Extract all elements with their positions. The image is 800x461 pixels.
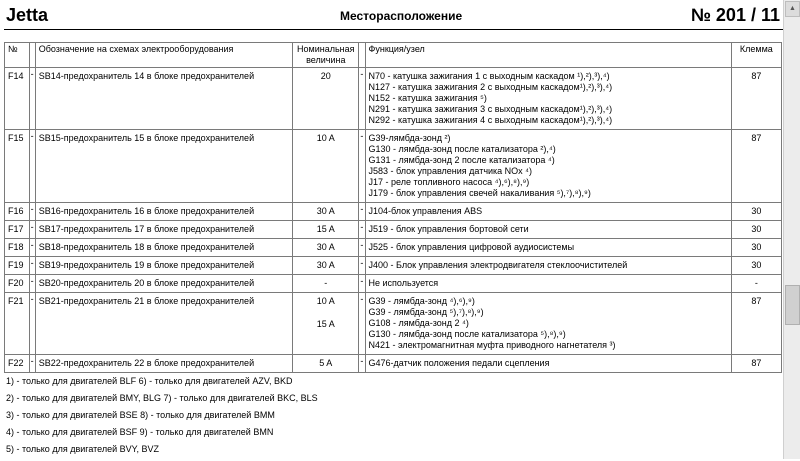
fuse-terminal: 87 [731,293,781,355]
col-header-terminal: Клемма [731,43,781,68]
fuse-designation: SB14-предохранитель 14 в блоке предохранителей [35,68,292,130]
function-line: J583 - блок управления датчика NOx ⁴) [368,166,533,176]
fuse-terminal: 30 [731,203,781,221]
function-line: N152 - катушка зажигания ⁵) [368,93,487,103]
function-line: N421 - электромагнитная муфта приводного нагнетателя ³) [368,340,616,350]
footnote: 4) - только для двигателей BSF 9) - только для двигателей BMN [6,427,274,437]
function-line: G476-датчик положения педали сцепления [368,358,550,368]
row-separator: - [359,239,365,257]
function-line: J519 - блок управления бортовой сети [368,224,529,234]
function-line: G39-лямбда-зонд ²) [368,133,451,143]
fuse-terminal: - [731,275,781,293]
row-separator: - [29,293,35,355]
footnote: 5) - только для двигателей BVY, BVZ [6,444,160,454]
fuse-rating [293,239,359,257]
fuse-number: F18 [5,239,30,257]
fuse-designation: SB16-предохранитель 16 в блоке предохранителей [35,203,292,221]
table-row [5,221,782,239]
fuse-designation: SB19-предохранитель 19 в блоке предохранителей [35,257,292,275]
table-row [5,130,782,203]
vertical-scrollbar[interactable] [783,0,800,459]
fuse-number: F22 [5,355,30,373]
fuse-rating [293,355,359,373]
fuse-designation: SB20-предохранитель 20 в блоке предохранителей [35,275,292,293]
col-header-rating: Номинальная величина [293,43,359,68]
fuse-rating-value: 15 A [316,319,335,329]
fuse-rating [293,130,359,203]
fuse-rating-value: 15 A [316,224,335,234]
fuse-function [365,275,731,293]
function-line: N292 - катушка зажигания 4 с выходным каскадом¹),²),³),⁴) [368,115,613,125]
header-divider [4,29,784,30]
fuse-terminal: 87 [731,68,781,130]
col-header-function: Функция/узел [365,43,731,68]
fuse-designation: SB17-предохранитель 17 в блоке предохранителей [35,221,292,239]
function-line: J525 - блок управления цифровой аудиосистемы [368,242,575,252]
page-header [0,0,784,30]
fuse-terminal: 30 [731,221,781,239]
fuse-rating [293,257,359,275]
function-line: J400 - Блок управления электродвигателя стеклоочистителей [368,260,628,270]
fuse-designation: SB15-предохранитель 15 в блоке предохранителей [35,130,292,203]
table-row [5,203,782,221]
row-separator: - [29,355,35,373]
fuse-rating-value: 10 A [316,296,335,306]
row-separator: - [359,257,365,275]
function-line: N70 - катушка зажигания 1 с выходным каскадом ¹),²),³),⁴) [368,71,610,81]
row-separator: - [29,130,35,203]
function-line: Не используется [368,278,439,288]
fuse-function [365,221,731,239]
row-separator: - [359,293,365,355]
row-separator: - [359,355,365,373]
fuse-rating [293,203,359,221]
fuse-function [365,239,731,257]
footnote: 1) - только для двигателей BLF 6) - только для двигателей AZV, BKD [6,376,293,386]
fuse-terminal: 30 [731,239,781,257]
footnotes [6,376,318,461]
fuse-rating-value: 10 A [316,133,335,143]
table-row [5,355,782,373]
row-separator: - [359,203,365,221]
row-separator: - [359,275,365,293]
fuse-table [4,42,782,373]
vehicle-model: Jetta [6,5,49,25]
fuse-number: F14 [5,68,30,130]
row-separator: - [29,257,35,275]
fuse-rating [293,275,359,293]
scrollbar-thumb[interactable] [785,285,800,325]
footnote: 3) - только для двигателей BSE 8) - только для двигателей BMM [6,410,275,420]
fuse-rating [293,68,359,130]
row-separator: - [359,130,365,203]
footnote: 2) - только для двигателей BMY, BLG 7) - только для двигателей BKC, BLS [6,393,318,403]
fuse-number: F17 [5,221,30,239]
function-line: G131 - лямбда-зонд 2 после катализатора ⁴) [368,155,555,165]
fuse-number: F19 [5,257,30,275]
col-header-number: № [5,43,30,68]
fuse-rating-value: 30 A [316,260,335,270]
function-line: N127 - катушка зажигания 2 с выходным каскадом¹),²),³),⁴) [368,82,613,92]
row-separator: - [29,203,35,221]
page-title: Месторасположение [340,9,463,23]
fuse-number: F21 [5,293,30,355]
table-row [5,293,782,355]
function-line: G130 - лямбда-зонд после катализатора ²),⁴) [368,144,556,154]
table-row [5,275,782,293]
fuse-designation: SB22-предохранитель 22 в блоке предохранителей [35,355,292,373]
row-separator: - [29,68,35,130]
fuse-rating-value: 30 A [316,206,335,216]
function-line: G39 - лямбда-зонд ⁵),⁷),⁸),⁹) [368,307,484,317]
function-line: G39 - лямбда-зонд ⁴),⁶),⁹) [368,296,475,306]
scroll-up-arrow-icon[interactable]: ▲ [785,1,800,17]
fuse-number: F15 [5,130,30,203]
document-number: № 201 / 11 [690,5,780,25]
fuse-function [365,68,731,130]
function-line: J17 - реле топливного насоса ⁴),⁶),⁸),⁹) [368,177,530,187]
function-line: J104-блок управления ABS [368,206,483,216]
function-line: N291 - катушка зажигания 3 с выходным каскадом¹),²),³),⁴) [368,104,613,114]
table-row [5,239,782,257]
row-separator: - [29,221,35,239]
fuse-rating-value: 20 [320,71,331,81]
row-separator: - [29,239,35,257]
fuse-function [365,293,731,355]
fuse-designation: SB18-предохранитель 18 в блоке предохранителей [35,239,292,257]
fuse-rating [293,221,359,239]
function-line: G108 - лямбда-зонд 2 ⁴) [368,318,469,328]
fuse-rating-value: 5 A [319,358,333,368]
fuse-number: F20 [5,275,30,293]
fuse-designation: SB21-предохранитель 21 в блоке предохранителей [35,293,292,355]
table-row [5,257,782,275]
table-row [5,68,782,130]
function-line: G130 - лямбда-зонд после катализатора ⁵),⁸),⁹) [368,329,566,339]
row-separator: - [359,221,365,239]
row-separator: - [29,275,35,293]
fuse-rating-value: 30 A [316,242,335,252]
fuse-rating [293,293,359,355]
fuse-terminal: 87 [731,355,781,373]
function-line: J179 - блок управления свечей накаливания ⁵),⁷),⁸),⁹) [368,188,591,198]
fuse-function [365,203,731,221]
row-separator: - [359,68,365,130]
col-header-designation: Обозначение на схемах электрооборудования [35,43,292,68]
fuse-rating-value: - [324,278,328,288]
fuse-number: F16 [5,203,30,221]
fuse-function [365,355,731,373]
table-header-row [5,43,782,68]
fuse-function [365,257,731,275]
fuse-function [365,130,731,203]
fuse-terminal: 87 [731,130,781,203]
fuse-terminal: 30 [731,257,781,275]
